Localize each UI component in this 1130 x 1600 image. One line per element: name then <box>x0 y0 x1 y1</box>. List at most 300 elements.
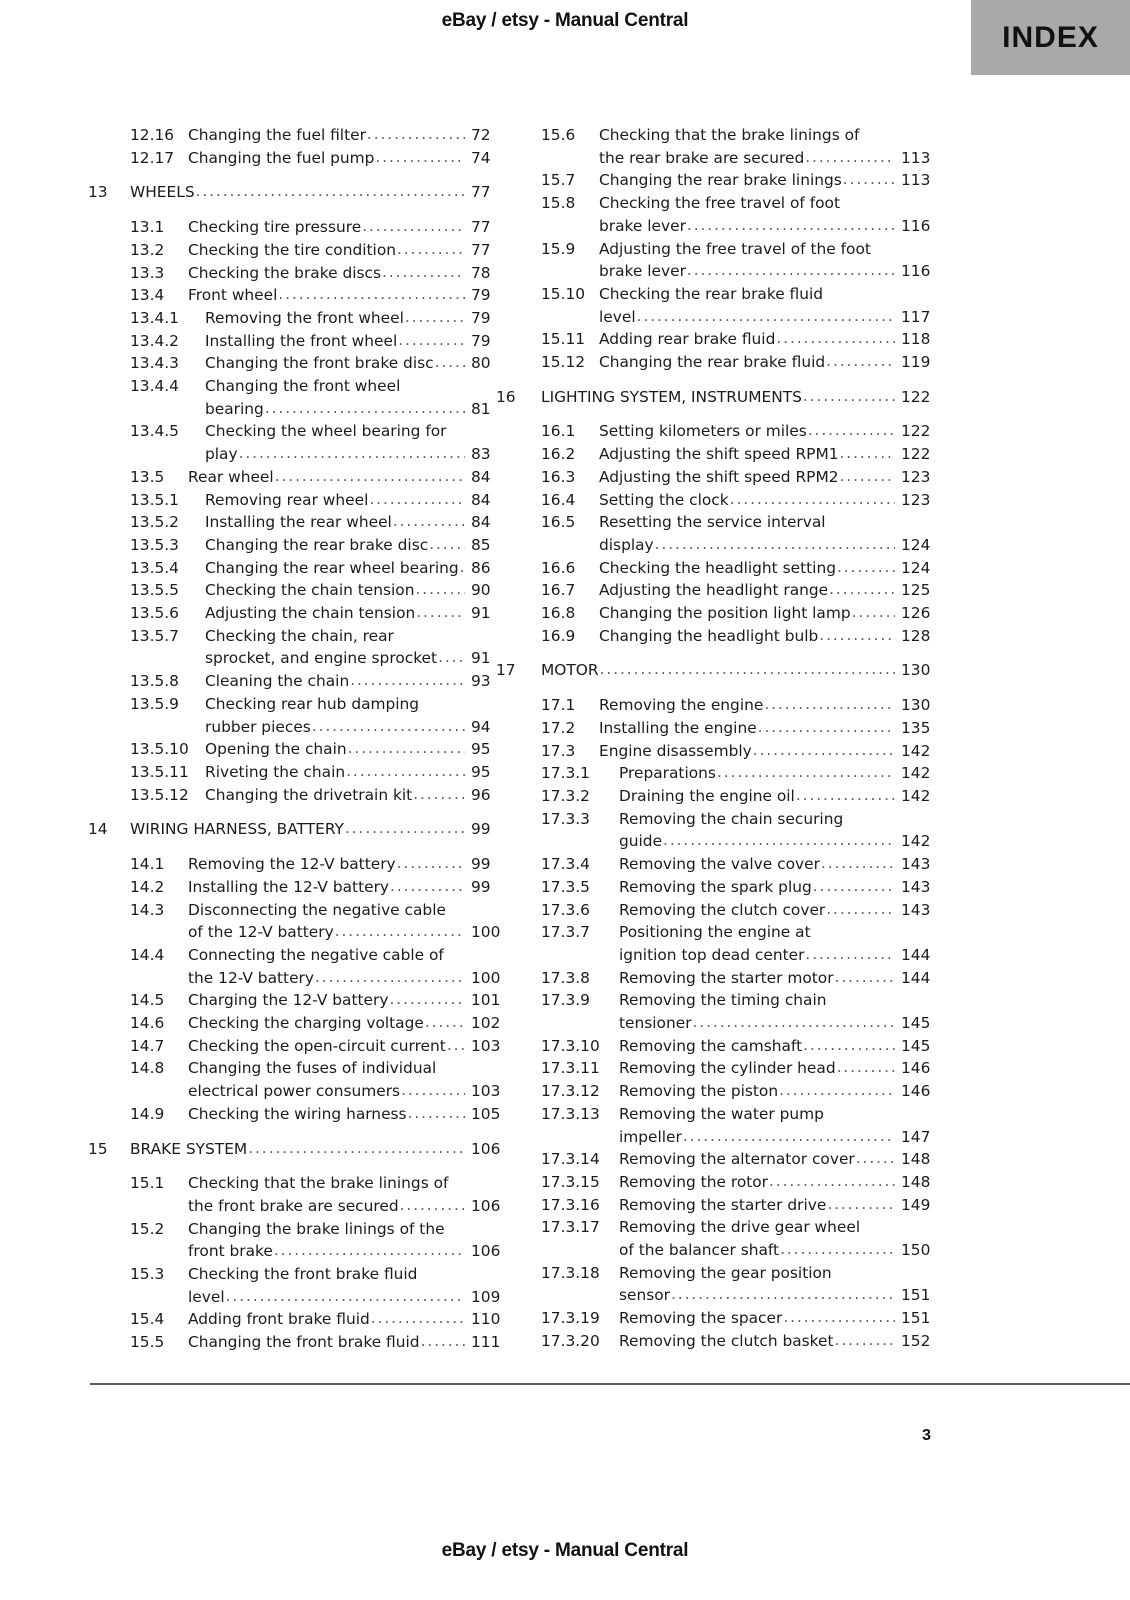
toc-entry[interactable] <box>496 625 933 648</box>
toc-entry-body <box>188 944 465 989</box>
toc-entry-body <box>599 420 895 443</box>
toc-entry-title: Removing the starter drive <box>619 1195 827 1214</box>
toc-entry[interactable] <box>88 738 496 761</box>
toc-entry-number: 17.2 <box>541 718 576 737</box>
toc-entry-body <box>599 557 895 580</box>
toc-entry-page: 77 <box>471 240 491 259</box>
toc-entry-page: 144 <box>901 945 931 964</box>
toc-entry-body <box>188 1331 465 1354</box>
toc-entry-body <box>599 169 895 192</box>
toc-entry[interactable] <box>88 1218 501 1263</box>
toc-entry[interactable] <box>88 284 496 307</box>
toc-entry-body <box>205 534 465 557</box>
toc-entry-number: 16.7 <box>541 581 576 600</box>
dot-leader <box>825 350 895 373</box>
toc-entry[interactable] <box>496 169 933 192</box>
toc-entry-body <box>130 1138 465 1161</box>
dot-leader <box>273 1239 465 1262</box>
toc-entry-body <box>205 693 465 738</box>
toc-entry[interactable] <box>88 899 501 944</box>
toc-entry-body <box>188 1308 465 1331</box>
toc-entry[interactable] <box>88 375 496 420</box>
toc-entry-title: Installing the rear wheel <box>205 513 392 532</box>
dot-leader <box>752 739 895 762</box>
toc-entry-page: 100 <box>471 923 501 942</box>
toc-entry[interactable] <box>88 602 496 625</box>
toc-entry[interactable] <box>496 1103 933 1148</box>
dot-leader <box>225 1285 465 1308</box>
toc-entry[interactable] <box>88 147 496 170</box>
toc-entry-title: Removing the piston <box>619 1082 779 1101</box>
toc-entry[interactable] <box>88 511 496 534</box>
dot-leader <box>804 943 895 966</box>
toc-entry[interactable] <box>496 1171 933 1194</box>
dot-leader <box>396 238 465 261</box>
dot-leader <box>437 646 465 669</box>
toc-entry-title: Checking tire pressure <box>188 218 362 237</box>
toc-entry-number: 16.6 <box>541 558 576 577</box>
toc-column-right <box>496 124 933 1353</box>
toc-entry-body <box>205 557 465 580</box>
toc-entry[interactable] <box>88 579 496 602</box>
toc-entry[interactable] <box>88 853 496 876</box>
dot-leader <box>670 1283 895 1306</box>
toc-entry-body <box>599 466 895 489</box>
toc-entry[interactable] <box>496 853 933 876</box>
toc-entry[interactable] <box>496 740 933 763</box>
dot-leader <box>374 146 465 169</box>
toc-entry-body <box>205 579 465 602</box>
toc-entry-title-continued: front brake <box>188 1242 273 1261</box>
toc-entry[interactable] <box>496 328 933 351</box>
toc-entry[interactable] <box>496 717 933 740</box>
toc-entry[interactable] <box>496 443 933 466</box>
toc-entry[interactable] <box>496 921 933 966</box>
toc-entry-title: Installing the engine <box>599 718 757 737</box>
toc-entry[interactable] <box>88 670 496 693</box>
toc-entry-body <box>599 328 895 351</box>
toc-entry-page: 128 <box>901 626 931 645</box>
toc-entry[interactable] <box>88 625 496 670</box>
toc-entry-page: 90 <box>471 581 491 600</box>
toc-entry-number: 15.6 <box>541 126 576 144</box>
toc-entry-number: 13.5.1 <box>130 490 179 509</box>
toc-entry-number: 17.3.7 <box>541 923 590 942</box>
toc-entry[interactable] <box>88 1331 501 1354</box>
toc-entry-page: 144 <box>901 968 931 987</box>
dot-leader <box>397 329 465 352</box>
dot-leader <box>826 1193 895 1216</box>
dot-leader <box>366 123 465 146</box>
toc-entry-title: Checking the tire condition <box>188 240 397 259</box>
toc-entry[interactable] <box>496 386 933 409</box>
toc-entry[interactable] <box>88 989 501 1012</box>
toc-entry-body <box>130 181 465 204</box>
toc-entry[interactable] <box>88 420 496 465</box>
toc-entry[interactable] <box>88 1263 501 1308</box>
toc-entry-page: 110 <box>471 1310 501 1329</box>
toc-entry-title-continued: guide <box>619 832 663 851</box>
toc-entry-page: 142 <box>901 786 931 805</box>
toc-entry-title: Checking the chain, rear <box>205 626 394 645</box>
toc-entry-title: Adjusting the shift speed RPM1 <box>599 445 839 464</box>
dot-leader <box>389 875 465 898</box>
dot-leader <box>459 556 465 579</box>
toc-entry[interactable] <box>88 1103 501 1126</box>
toc-entry-title: Setting kilometers or miles <box>599 422 807 441</box>
toc-entry-title: Checking the front brake fluid <box>188 1265 418 1284</box>
toc-entry-title: Changing the front wheel <box>205 377 401 396</box>
toc-entry-title: Changing the fuses of individual <box>188 1059 437 1078</box>
toc-entry-title: Connecting the negative cable of <box>188 945 444 964</box>
dot-leader <box>828 578 895 601</box>
toc-entry[interactable] <box>88 181 496 204</box>
toc-entry-number: 13.4.2 <box>130 331 179 350</box>
dot-leader <box>264 397 465 420</box>
toc-entry[interactable] <box>496 1216 933 1261</box>
toc-entry-body <box>205 738 465 761</box>
toc-entry-body <box>599 717 895 740</box>
toc-entry-number: 15.8 <box>541 194 576 213</box>
toc-entry[interactable] <box>496 238 933 283</box>
toc-entry-page: 126 <box>901 604 931 623</box>
toc-entry-number: 13.4.4 <box>130 377 179 396</box>
toc-entry-title: Removing the chain securing <box>619 809 844 828</box>
dot-leader <box>400 1079 465 1102</box>
toc-entry-title: Positioning the engine at <box>619 923 811 942</box>
toc-entry-body <box>619 853 895 876</box>
toc-entry-number: 16.5 <box>541 513 576 532</box>
toc-entry-body <box>619 899 895 922</box>
toc-entry[interactable] <box>88 1035 501 1058</box>
toc-entry-number: 13.5.4 <box>130 558 179 577</box>
toc-entry-body <box>188 239 465 262</box>
toc-entry[interactable] <box>496 124 933 169</box>
toc-entry-body <box>599 625 895 648</box>
toc-entry-number: 13.4.5 <box>130 422 179 441</box>
toc-entry-body <box>619 1057 895 1080</box>
toc-entry[interactable] <box>88 1012 501 1035</box>
toc-entry[interactable] <box>496 762 933 785</box>
dot-leader <box>763 693 895 716</box>
dot-leader <box>686 214 895 237</box>
toc-entry-title: Charging the 12-V battery <box>188 991 389 1010</box>
toc-entry[interactable] <box>496 876 933 899</box>
dot-leader <box>414 578 465 601</box>
dot-leader <box>836 556 895 579</box>
toc-entry[interactable] <box>496 694 933 717</box>
toc-entry-number: 17.3.15 <box>541 1172 600 1191</box>
toc-entry[interactable] <box>496 602 933 625</box>
toc-entry[interactable] <box>88 216 496 239</box>
dot-leader <box>404 306 465 329</box>
toc-entry-number: 13.5.3 <box>130 535 179 554</box>
toc-entry-page: 124 <box>901 535 931 554</box>
toc-entry-body <box>188 989 465 1012</box>
dot-leader <box>424 1011 465 1034</box>
toc-entry[interactable] <box>88 489 496 512</box>
toc-entry-number: 17.3.12 <box>541 1082 600 1101</box>
toc-entry[interactable] <box>88 876 496 899</box>
toc-entry-number: 15.2 <box>130 1219 165 1238</box>
toc-entry[interactable] <box>496 283 933 328</box>
toc-entry-page: 106 <box>471 1196 501 1215</box>
toc-entry[interactable] <box>88 262 496 285</box>
toc-entry-page: 106 <box>471 1242 501 1261</box>
toc-entry-page: 117 <box>901 307 931 326</box>
toc-entry-page: 99 <box>471 820 491 839</box>
toc-entry-body <box>188 1218 465 1263</box>
toc-entry[interactable] <box>496 1307 933 1330</box>
toc-entry-title: Removing the alternator cover <box>619 1150 855 1169</box>
toc-entry-title-continued: brake lever <box>599 262 686 281</box>
toc-entry-number: 14.9 <box>130 1104 165 1123</box>
toc-entry-number: 13.5.9 <box>130 694 179 713</box>
toc-entry-page: 85 <box>471 535 491 554</box>
toc-entry-title: Changing the drivetrain kit <box>205 785 413 804</box>
toc-entry-body <box>599 192 895 237</box>
toc-entry-number: 13.1 <box>130 218 165 237</box>
toc-entry-page: 79 <box>471 331 491 350</box>
toc-entry-number: 17.3.20 <box>541 1331 600 1350</box>
toc-entry[interactable] <box>496 1330 933 1353</box>
toc-entry-title: Checking rear hub damping <box>205 694 420 713</box>
toc-entry-page: 130 <box>901 696 931 715</box>
toc-entry[interactable] <box>88 784 496 807</box>
toc-entry-number: 15 <box>88 1139 108 1158</box>
toc-entry[interactable] <box>88 818 496 841</box>
toc-entry-page: 142 <box>901 832 931 851</box>
toc-entry-title: Cleaning the chain <box>205 672 350 691</box>
toc-entry-page: 99 <box>471 855 491 874</box>
toc-entry-page: 113 <box>901 148 931 167</box>
toc-entry-body <box>205 330 465 353</box>
toc-entry[interactable] <box>496 1035 933 1058</box>
toc-entry-body <box>130 818 465 841</box>
toc-entry-body <box>619 1307 895 1330</box>
toc-entry[interactable] <box>496 1148 933 1171</box>
toc-entry-body <box>599 511 895 556</box>
toc-entry-title: Checking the open-circuit current <box>188 1036 446 1055</box>
toc-entry[interactable] <box>496 899 933 922</box>
dot-leader <box>311 715 465 738</box>
toc-entry-number: 12.17 <box>130 148 175 167</box>
toc-entry[interactable] <box>88 1057 501 1102</box>
toc-entry-number: 15.11 <box>541 330 586 349</box>
toc-entry-number: 14 <box>88 820 108 839</box>
toc-entry-body <box>188 124 465 147</box>
toc-entry-page: 151 <box>901 1309 931 1328</box>
toc-entry-page: 122 <box>901 387 931 406</box>
toc-entry-body <box>205 784 465 807</box>
toc-entry[interactable] <box>88 466 496 489</box>
toc-entry-number: 15.4 <box>130 1310 165 1329</box>
toc-entry-number: 16.1 <box>541 422 576 441</box>
toc-entry[interactable] <box>496 1057 933 1080</box>
dot-leader <box>804 146 895 169</box>
toc-entry[interactable] <box>88 944 501 989</box>
toc-entry[interactable] <box>88 352 496 375</box>
toc-entry-title-continued: tensioner <box>619 1014 692 1033</box>
toc-entry-body <box>619 1103 895 1148</box>
toc-entry-page: 142 <box>901 764 931 783</box>
toc-entry-title: Adjusting the shift speed RPM2 <box>599 467 839 486</box>
toc-entry[interactable] <box>88 1308 501 1331</box>
toc-entry-page: 96 <box>471 785 491 804</box>
toc-entry[interactable] <box>88 534 496 557</box>
dot-leader <box>729 488 895 511</box>
toc-entry[interactable] <box>496 511 933 556</box>
toc-entry-page: 149 <box>901 1195 931 1214</box>
toc-entry[interactable] <box>496 192 933 237</box>
toc-entry-number: 13.3 <box>130 263 165 282</box>
toc-entry-number: 17.3.19 <box>541 1309 600 1328</box>
toc-entry-body <box>619 1035 895 1058</box>
toc-entry[interactable] <box>496 1080 933 1103</box>
dot-leader <box>412 783 465 806</box>
toc-entry-title: Adding front brake fluid <box>188 1310 370 1329</box>
toc-entry-number: 13.5.2 <box>130 513 179 532</box>
toc-entry[interactable] <box>88 239 496 262</box>
toc-entry-title-continued: the rear brake are secured <box>599 148 805 167</box>
toc-entry-page: 103 <box>471 1036 501 1055</box>
toc-entry-number: 16 <box>496 387 516 406</box>
toc-entry[interactable] <box>88 124 496 147</box>
toc-entry-body <box>188 899 465 944</box>
toc-entry-body <box>188 1172 465 1217</box>
index-tab-label: INDEX <box>1002 20 1099 54</box>
toc-entry-title-continued: sensor <box>619 1286 671 1305</box>
toc-entry-body <box>619 876 895 899</box>
toc-entry[interactable] <box>496 351 933 374</box>
toc-entry-number: 17.3.16 <box>541 1195 600 1214</box>
toc-entry-page: 78 <box>471 263 491 282</box>
toc-entry-page: 151 <box>901 1286 931 1305</box>
dot-leader <box>834 1329 895 1352</box>
toc-entry-number: 13.5.6 <box>130 604 179 623</box>
toc-entry-body <box>619 1330 895 1353</box>
toc-entry-title: BRAKE SYSTEM <box>130 1139 248 1158</box>
dot-leader <box>682 1125 895 1148</box>
toc-entry-title: Changing the rear brake disc <box>205 535 429 554</box>
dot-leader <box>407 1102 465 1125</box>
toc-entry[interactable] <box>88 1172 501 1217</box>
toc-entry-body <box>205 761 465 784</box>
toc-entry[interactable] <box>88 557 496 580</box>
toc-entry[interactable] <box>496 579 933 602</box>
toc-entry[interactable] <box>496 1194 933 1217</box>
toc-entry[interactable] <box>88 761 496 784</box>
toc-entry-number: 16.4 <box>541 490 576 509</box>
toc-entry[interactable] <box>496 967 933 990</box>
toc-entry-body <box>188 262 465 285</box>
toc-entry[interactable] <box>88 693 496 738</box>
toc-entry-page: 122 <box>901 422 931 441</box>
toc-entry-title: Changing the rear wheel bearing <box>205 558 459 577</box>
toc-entry[interactable] <box>88 330 496 353</box>
toc-entry[interactable] <box>496 1262 933 1307</box>
dot-leader <box>399 1194 465 1217</box>
toc-entry-title: Removing the drive gear wheel <box>619 1218 861 1237</box>
toc-entry[interactable] <box>88 307 496 330</box>
toc-entry-number: 13.2 <box>130 240 165 259</box>
toc-entry-body <box>619 762 895 785</box>
toc-entry[interactable] <box>88 1138 501 1161</box>
toc-entry[interactable] <box>496 659 933 682</box>
toc-entry-number: 17.3.17 <box>541 1218 600 1237</box>
toc-entry-body <box>188 1057 465 1102</box>
toc-entry-page: 91 <box>471 604 491 623</box>
toc-entry[interactable] <box>496 557 933 580</box>
toc-entry-page: 95 <box>471 762 491 781</box>
toc-entry-title: Engine disassembly <box>599 741 752 760</box>
toc-entry-page: 116 <box>901 216 931 235</box>
toc-entry[interactable] <box>496 466 933 489</box>
toc-entry-title: Removing the starter motor <box>619 968 834 987</box>
dot-leader <box>238 442 465 465</box>
dot-leader <box>334 920 465 943</box>
toc-entry-page: 123 <box>901 490 931 509</box>
toc-entry-title: Rear wheel <box>188 467 274 486</box>
toc-entry[interactable] <box>496 489 933 512</box>
dot-leader <box>428 533 465 556</box>
toc-entry[interactable] <box>496 808 933 853</box>
toc-entry-number: 12.16 <box>130 126 175 144</box>
toc-entry-title: Adjusting the headlight range <box>599 581 829 600</box>
dot-leader <box>388 988 465 1011</box>
toc-entry-title: Removing the engine <box>599 696 764 715</box>
toc-entry-number: 13 <box>88 183 108 202</box>
toc-entry[interactable] <box>496 785 933 808</box>
toc-entry-title: Checking the headlight setting <box>599 558 836 577</box>
toc-entry-title: Disconnecting the negative cable <box>188 900 446 919</box>
toc-entry-number: 17.3 <box>541 741 576 760</box>
dot-leader <box>851 601 895 624</box>
toc-entry-title: Checking the rear brake fluid <box>599 284 824 303</box>
toc-entry-title: Removing the spark plug <box>619 877 812 896</box>
toc-entry-body <box>619 921 895 966</box>
toc-entry-body <box>599 238 895 283</box>
toc-entry[interactable] <box>496 420 933 443</box>
toc-entry-number: 13.5 <box>130 467 165 486</box>
dot-leader <box>778 1079 895 1102</box>
toc-entry-title: Front wheel <box>188 286 278 305</box>
footer-divider <box>90 1383 1130 1385</box>
dot-leader <box>195 180 465 203</box>
toc-entry-number: 13.5.8 <box>130 672 179 691</box>
toc-entry-title: Adjusting the free travel of the foot <box>599 239 871 258</box>
toc-entry-page: 135 <box>901 718 931 737</box>
toc-entry-number: 17.3.2 <box>541 786 590 805</box>
toc-entry-page: 84 <box>471 490 491 509</box>
toc-entry-title: Checking the wheel bearing for <box>205 422 447 441</box>
toc-entry-title: Checking the chain tension <box>205 581 415 600</box>
toc-entry-title: Removing the 12-V battery <box>188 855 396 874</box>
toc-entry-number: 13.4.3 <box>130 354 179 373</box>
toc-entry-body <box>188 1103 465 1126</box>
dot-leader <box>768 1170 895 1193</box>
toc-entry-page: 143 <box>901 877 931 896</box>
toc-entry-title-continued: play <box>205 445 238 464</box>
toc-entry-title: MOTOR <box>541 661 599 680</box>
toc-entry-title: Resetting the service interval <box>599 513 826 532</box>
toc-entry[interactable] <box>496 989 933 1034</box>
dot-leader <box>795 784 895 807</box>
toc-entry-page: 119 <box>901 353 931 372</box>
toc-entry-title: Removing the clutch cover <box>619 900 826 919</box>
dot-leader <box>396 852 465 875</box>
toc-entry-title: Removing the cylinder head <box>619 1059 836 1078</box>
